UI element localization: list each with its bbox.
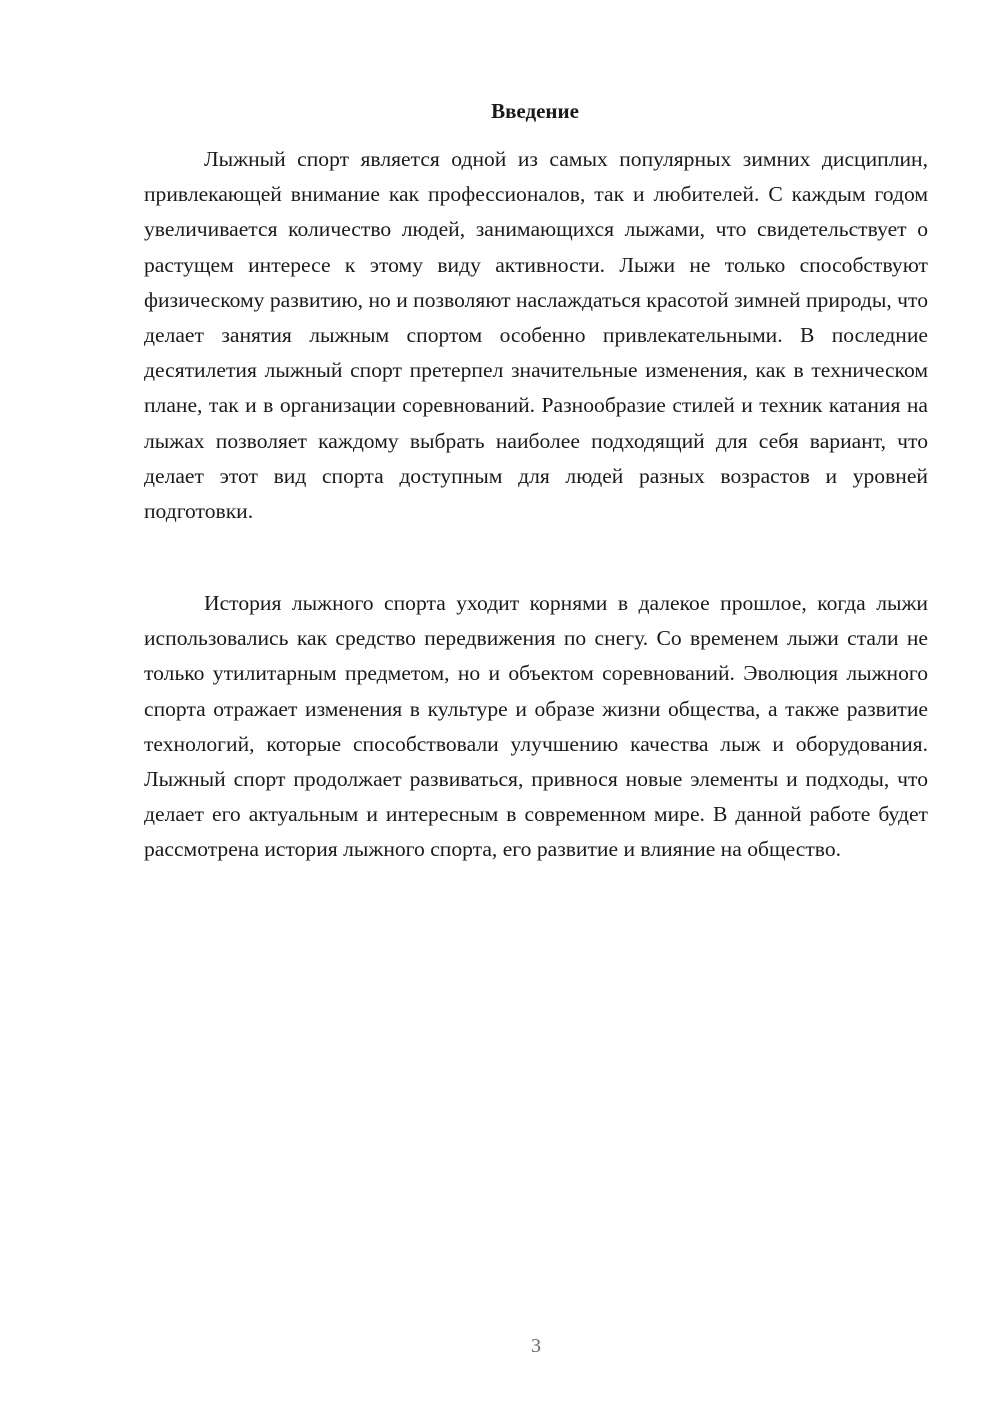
paragraph-history: История лыжного спорта уходит корнями в далекое прошлое, когда лыжи использовались как средство передвижения по снегу. Со временем лыжи стали не только утилитарным предметом, но и объектом соревнований. Эволюция лыжного спорта отражает изменения в культуре и образе жизни общества, а также развитие технологий, которые способствовали улучшению качества лыж и оборудования. Лыжный спорт продолжает развиваться, привнося новые элементы и подходы, что делает его актуальным и интересным в современном мире. В данной работе будет рассмотрена история лыжного спорта, его развитие и влияние на общество. [144, 591, 928, 862]
paragraph-intro: Лыжный спорт является одной из самых популярных зимних дисциплин, привлекающей внимание как профессионалов, так и любителей. С каждым годом увеличивается количество людей, занимающихся лыжами, что свидетельствует о растущем интересе к этому виду активности. Лыжи не только способствуют физическому развитию, но и позволяют наслаждаться красотой зимней природы, что делает занятия лыжным спортом особенно привлекательными. В последние десятилетия лыжный спорт претерпел значительные изменения, как в техническом плане, так и в организации соревнований. Разнообразие стилей и техник катания на лыжах позволяет каждому выбрать наиболее подходящий для себя вариант, что делает этот вид спорта доступным для людей разных возрастов и уровней подготовки. [144, 147, 928, 524]
section-heading: Введение [491, 99, 579, 123]
page-number: 3 [531, 1335, 541, 1357]
